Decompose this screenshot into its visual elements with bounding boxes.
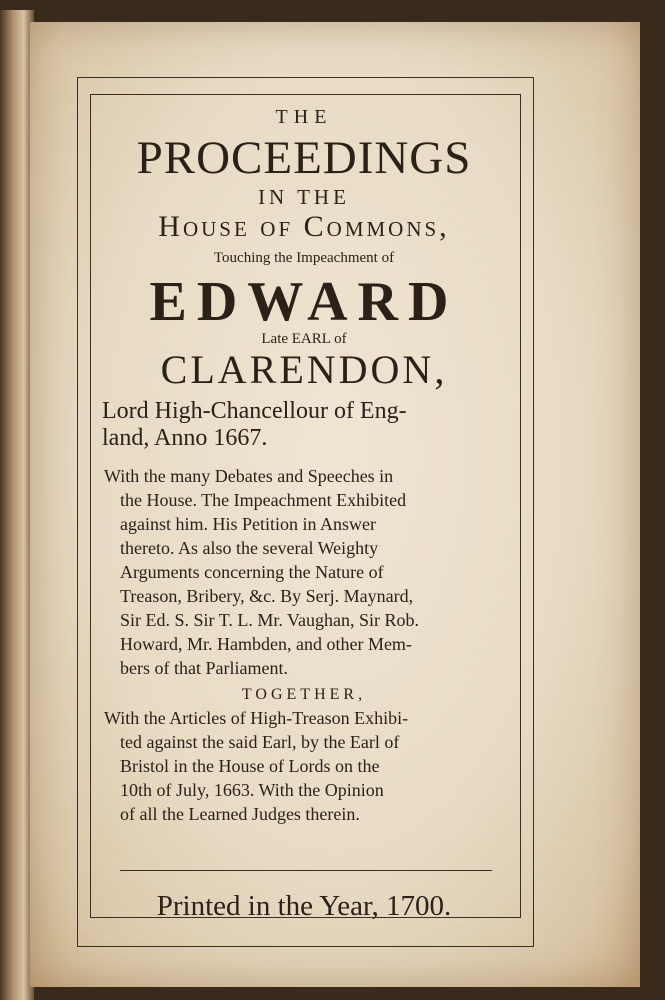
articles-line: With the Articles of High-Treason Exhibi- (104, 708, 409, 728)
together-heading: TOGETHER, (241, 686, 367, 703)
description-line: Sir Ed. S. Sir T. L. Mr. Vaughan, Sir Rob. (120, 610, 420, 630)
title-anno: land, Anno 1667. (102, 425, 268, 451)
title-clarendon: CLARENDON, (160, 347, 448, 392)
description-line: against him. His Petition in Answer (120, 514, 376, 534)
title-word-the: THE (275, 106, 333, 128)
description-line: Treason, Bribery, &c. By Serj. Maynard, (120, 586, 414, 606)
description-line: Howard, Mr. Hambden, and other Mem- (120, 634, 412, 654)
title-edward: EDWARD (149, 271, 459, 333)
description-line: thereto. As also the several Weighty (120, 538, 379, 558)
title-block (98, 104, 510, 826)
description-line: bers of that Parliament. (120, 658, 288, 678)
articles-line: ted against the said Earl, by the Earl of (120, 732, 400, 752)
description-line: With the many Debates and Speeches in (104, 466, 394, 486)
title-late-earl: Late EARL of (261, 331, 347, 347)
title-touching: Touching the Impeachment of (213, 250, 395, 266)
title-house-of-commons: House of Commons, (158, 210, 450, 243)
imprint-rule (120, 870, 492, 871)
description-block (98, 464, 510, 826)
description-line: Arguments concerning the Nature of (120, 562, 384, 582)
articles-line: of all the Learned Judges therein. (120, 804, 360, 824)
articles-line: Bristol in the House of Lords on the (120, 756, 380, 776)
title-in-the: IN THE (258, 185, 350, 209)
title-proceedings: PROCEEDINGS (136, 132, 472, 184)
imprint-line: Printed in the Year, 1700. (156, 890, 452, 922)
articles-line: 10th of July, 1663. With the Opinion (120, 780, 384, 800)
description-line: the House. The Impeachment Exhibited (120, 490, 407, 510)
title-page (30, 22, 640, 987)
book-spine (0, 10, 34, 1000)
title-lord-chancellor: Lord High-Chancellour of Eng- (102, 398, 407, 424)
